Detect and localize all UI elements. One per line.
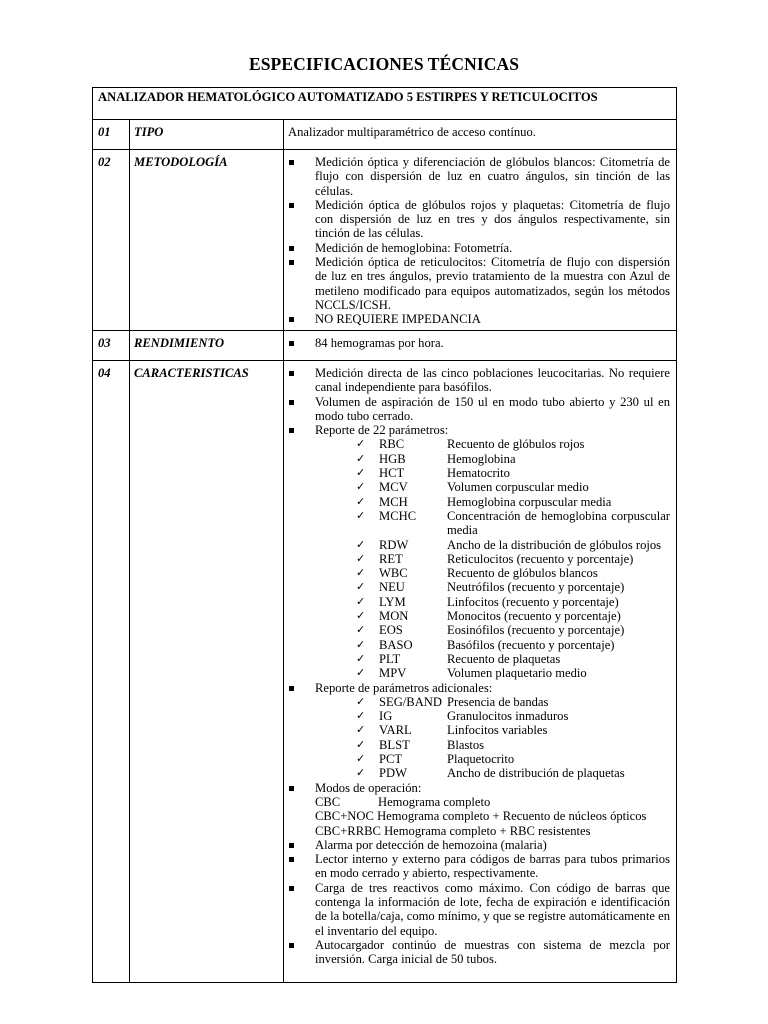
row-number: 01 [98,125,111,139]
checklist-item [356,480,670,494]
performance-list [288,336,670,350]
mode-row [315,809,670,823]
checklist-item [356,466,670,480]
parameter-code: NEU [379,580,405,595]
mode-desc: Hemograma completo + Recuento de núcleos ópticos [377,809,647,824]
spec-row-caracteristicas [93,361,677,983]
checkmark-icon: ✓ [356,723,366,737]
list-item: 84 hemogramas por hora. [288,336,670,350]
checklist-item [356,695,670,709]
checklist-item [356,623,670,637]
operation-modes [315,795,670,838]
parameter-description: Hemoglobina corpuscular media [447,494,612,509]
mode-row [315,795,670,809]
checkmark-icon: ✓ [356,580,366,594]
row-value: Analizador multiparamétrico de acceso contínuo. [288,125,536,139]
list-item [288,423,670,680]
parameter-code: MCHC [379,508,417,523]
list-item: Carga de tres reactivos como máximo. Con código de barras que contenga la información de lote, fecha de expiración e identificación de la botella/caja, como mínimo, y que se registre automáticamente en el inventario del equipo. [288,881,670,938]
parameter-description: Linfocitos variables [447,723,548,738]
list-item: Autocargador continúo de muestras con sistema de mezcla por inversión. Carga inicial de 50 tubos. [288,938,670,967]
checklist-item [356,638,670,652]
parameter-code: MPV [379,666,407,681]
checkmark-icon: ✓ [356,480,366,494]
checklist-item [356,723,670,737]
checklist-item [356,595,670,609]
parameter-code: PDW [379,766,407,781]
additional-parameters-checklist [315,695,670,781]
checkmark-icon: ✓ [356,694,366,708]
parameter-description: Blastos [447,737,485,752]
parameter-code: LYM [379,594,406,609]
parameter-description: Reticulocitos (recuento y porcentaje) [447,551,634,566]
checkmark-icon: ✓ [356,623,366,637]
parameter-code: IG [379,709,393,724]
checklist-item [356,437,670,451]
parameter-code: PCT [379,752,403,767]
checklist-item [356,538,670,552]
checkmark-icon: ✓ [356,566,366,580]
list-item-text: Reporte de parámetros adicionales: [315,680,493,695]
row-label: CARACTERISTICAS [134,366,249,380]
checkmark-icon: ✓ [356,737,366,751]
checkmark-icon: ✓ [356,451,366,465]
parameter-description: Linfocitos (recuento y porcentaje) [447,594,619,609]
mode-code: CBC+NOC [315,809,374,824]
parameter-code: RET [379,551,403,566]
list-item: NO REQUIERE IMPEDANCIA [288,312,670,326]
parameter-description: Ancho de la distribución de glóbulos rojos [447,537,662,552]
checkmark-icon: ✓ [356,551,366,565]
list-item [288,681,670,781]
list-item-text: Modos de operación: [315,780,422,795]
checkmark-icon: ✓ [356,752,366,766]
parameter-code: VARL [379,723,412,738]
checkmark-icon: ✓ [356,466,366,480]
specifications-table [92,87,677,983]
row-label: RENDIMIENTO [134,336,225,350]
checklist-item [356,566,670,580]
row-number: 03 [98,336,111,350]
checkmark-icon: ✓ [356,666,366,680]
checklist-item [356,709,670,723]
parameter-code: RDW [379,537,409,552]
checklist-item [356,452,670,466]
mode-desc: Hemograma completo + RBC resistentes [384,823,591,838]
parameter-code: MCV [379,480,408,495]
mode-code: CBC+RRBC [315,823,381,838]
parameter-description: Recuento de plaquetas [447,651,561,666]
list-item: Lector interno y externo para códigos de barras para tubos primarios en modo cerrado y abierto, respectivamente. [288,852,670,881]
checkmark-icon: ✓ [356,494,366,508]
parameter-description: Ancho de distribución de plaquetas [447,766,625,781]
spec-row-rendimiento [93,331,677,361]
list-item: Volumen de aspiración de 150 ul en modo tubo abierto y 230 ul en modo tubo cerrado. [288,395,670,424]
checkmark-icon: ✓ [356,709,366,723]
checkmark-icon: ✓ [356,437,366,451]
methodology-list [288,155,670,327]
spec-row-metodologia [93,150,677,331]
parameter-description: Eosinófilos (recuento y porcentaje) [447,623,625,638]
spec-row-tipo [93,120,677,150]
parameter-description: Granulocitos inmaduros [447,709,569,724]
checklist-item [356,552,670,566]
table-header-row [93,88,677,120]
checkmark-icon: ✓ [356,651,366,665]
parameter-description: Volumen corpuscular medio [447,480,589,495]
row-number: 04 [98,366,111,380]
checklist-item [356,652,670,666]
parameter-description: Recuento de glóbulos blancos [447,566,598,581]
parameter-description: Plaquetocrito [447,752,515,767]
parameter-code: PLT [379,651,401,666]
parameter-code: BLST [379,737,410,752]
mode-code: CBC [315,794,341,809]
list-item: Medición óptica de glóbulos rojos y plaquetas: Citometría de flujo con dispersión de luz en tres y dos ángulos respectivamente, sin tinción de las células. [288,198,670,241]
parameter-code: HCT [379,466,405,481]
mode-row [315,824,670,838]
checkmark-icon: ✓ [356,609,366,623]
checklist-item [356,752,670,766]
checklist-item [356,738,670,752]
parameter-description: Recuento de glóbulos rojos [447,437,585,452]
parameter-code: BASO [379,637,413,652]
list-item: Medición óptica de reticulocitos: Citometría de flujo con dispersión de luz en tres ángulos, previo tratamiento de la muestra con Azul de metileno modificado para equipos automatizados, según los métodos NCCLS/ICSH. [288,255,670,312]
checklist-item [356,609,670,623]
parameter-code: HGB [379,451,406,466]
checklist-item [356,766,670,780]
document-title: ESPECIFICACIONES TÉCNICAS [248,54,520,74]
list-item: Medición directa de las cinco poblaciones leucocitarias. No requiere canal independiente para basófilos. [288,366,670,395]
list-item: Medición óptica y diferenciación de glóbulos blancos: Citometría de flujo con dispersión de luz en cuatro ángulos, sin tinción de las células. [288,155,670,198]
checkmark-icon: ✓ [356,508,366,522]
checkmark-icon: ✓ [356,537,366,551]
checklist-item [356,580,670,594]
parameters-checklist [315,437,670,680]
row-label: METODOLOGÍA [134,155,228,169]
list-item: Alarma por detección de hemozoina (malaria) [288,838,670,852]
parameter-description: Concentración de hemoglobina corpuscular media [447,508,670,538]
parameter-code: SEG/BAND [379,694,442,709]
parameter-description: Hemoglobina [447,451,516,466]
parameter-code: MCH [379,494,408,509]
parameter-description: Hematocrito [447,466,510,481]
list-item: Medición de hemoglobina: Fotometría. [288,241,670,255]
parameter-code: WBC [379,566,408,581]
checkmark-icon: ✓ [356,766,366,780]
parameter-description: Presencia de bandas [447,694,549,709]
parameter-description: Neutrófilos (recuento y porcentaje) [447,580,625,595]
checkmark-icon: ✓ [356,594,366,608]
checkmark-icon: ✓ [356,637,366,651]
table-header: ANALIZADOR HEMATOLÓGICO AUTOMATIZADO 5 ESTIRPES Y RETICULOCITOS [93,88,677,120]
list-item-text: Reporte de 22 parámetros: [315,423,449,438]
parameter-code: RBC [379,437,405,452]
parameter-description: Monocitos (recuento y porcentaje) [447,609,621,624]
characteristics-list [288,366,670,966]
parameter-code: MON [379,609,409,624]
parameter-code: EOS [379,623,403,638]
row-label: TIPO [134,125,164,139]
checklist-item [356,509,670,538]
mode-desc: Hemograma completo [378,794,491,809]
parameter-description: Volumen plaquetario medio [447,666,587,681]
list-item [288,781,670,838]
row-number: 02 [98,155,111,169]
checklist-item [356,666,670,680]
parameter-description: Basófilos (recuento y porcentaje) [447,637,615,652]
checklist-item [356,495,670,509]
